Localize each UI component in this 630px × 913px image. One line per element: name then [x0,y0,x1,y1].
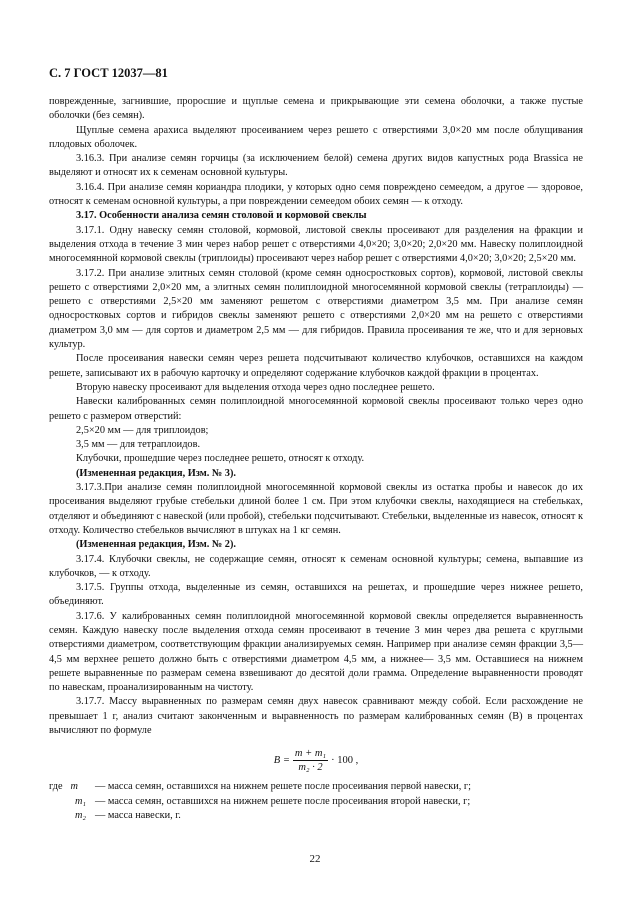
definition-symbol: m [70,781,78,793]
paragraph: 3.17.3.При анализе семян полиплоидной многосемянной кормовой свеклы из остатка пробы и навесок до их просеивания выделяют грубые стебельки длиной более 1 см. При этом клубочки свеклы, находящиеся на стебельках, отделяют и объединяют с навеской (или пробой), стебельки подсчитывают. Стебельки, выделенные из навесок, относят к отходу. Количество стебельков вычисляют в штуках на 1 кг семян. [49,482,583,536]
formula-lhs: B = [273,754,290,766]
page-header: С. 7 ГОСТ 12037—81 [49,66,168,80]
paragraph: Навески калиброванных семян полиплоидной многосемянной кормовой свеклы просеивают только через одно решето с размером отверстий: [49,396,583,422]
paragraph: 3.17.4. Клубочки свеклы, не содержащие семян, относят к семенам основной культуры; семена, выпавшие из клубочков, — к отходу. [49,553,583,579]
formula-fraction [293,747,328,774]
definition-symbol-cell [49,780,95,794]
paragraph: Вторую навеску просеивают для выделения отхода через одно последнее решето. [76,381,435,393]
paragraph: 3.17.2. При анализе элитных семян столовой (кроме семян односростковых сортов), кормовой, листовой свеклы решето с отверстиями 2,0×20 мм, а элитных семян полиплоидной многосемянной кормовой свеклы (тетраплоиды) — решето с отверстиями 2,5×20 мм заменяют решетом с отверстиями диаметром 3,5 мм. При анализе семян односростковых сортов и гибридов свеклы заменяют решето с отверстиями 2,0×20 мм на решето с отверстиями диаметром 3,0 мм — для сортов и диаметром 2,5 мм — для гибридов. Правила просеивания те же, что и для зерновых культур. [49,267,583,351]
paragraph: 3.17. Особенности анализа семян столовой и кормовой свеклы [76,210,367,222]
definition-symbol-cell [49,795,95,809]
definition-symbol: m₁ [75,795,87,807]
paragraph: (Измененная редакция, Изм. № 2). [76,539,236,551]
paragraph: (Измененная редакция, Изм. № 3). [76,467,236,479]
paragraph-list [49,95,583,738]
paragraph: После просеивания навески семян через решета подсчитывают количество клубочков, оставшихся на каждом решете, записывают их в рабочую карточку и определяют содержание клубочков каждой фракции в процентах. [49,353,583,379]
definition-text: — масса семян, оставшихся на нижнем решете после просеивания первой навески, г; [95,781,472,793]
page-number: 22 [309,853,321,865]
paragraph: 3.17.1. Одну навеску семян столовой, кормовой, листовой свеклы просеивают для разделения на фракции и выделения отхода в течение 3 мин через набор решет с отверстиями 4,0×20; 3,0×20; 2,0×20 мм. Навеску полиплоидной многосемянной кормовой свеклы (триплоиды) просеивают через набор решет с отверстиями 4,0×20; 3,0×20; 2,5×20 мм. [49,224,583,265]
paragraph: 3.17.7. Массу выравненных по размерам семян двух навесок сравнивают между собой. Если расхождение не превышает 1 г, анализ считают законченным и выравненность по размерам калиброванных семян (B) в процентах вычисляют по формуле [49,696,583,737]
definition-text: — масса навески, г. [95,809,181,821]
definition-symbol-cell [49,809,95,823]
paragraph: 3.16.3. При анализе семян горчицы (за исключением белой) семена других видов капустных рода Brassica не выделяют и относят их к семенам основной культуры. [49,153,583,179]
formula [49,740,583,780]
paragraph: Щуплые семена арахиса выделяют просеиванием через решето с отверстиями 3,0×20 мм после облущивания плодовых оболочек. [49,124,583,150]
formula-denominator: m₂ · 2 [298,761,323,773]
definition-prefix: где [49,781,63,793]
formula-rest: · 100 , [331,754,359,766]
paragraph: 3,5 мм — для тетраплоидов. [76,439,201,451]
definition-text: — масса семян, оставшихся на нижнем решете после просеивания второй навески, г; [95,795,471,807]
definition-symbol: m₂ [75,809,87,821]
paragraph: 3.17.5. Группы отхода, выделенные из семян, оставшихся на решетах, и прошедшие через нижнее решето, объединяют. [49,582,583,608]
formula-numerator: m + m₁ [294,747,327,759]
definition-row [49,780,583,794]
paragraph: 2,5×20 мм — для триплоидов; [76,424,209,436]
definition-row [49,809,583,823]
variable-definitions [49,780,583,823]
paragraph: 3.16.4. При анализе семян кориандра плодики, у которых одно семя повреждено семеедом, а другое — здоровое, относят к семенам основной культуры, а при повреждении семеедом обоих семян — к отходу. [49,181,583,208]
document-body [49,95,583,823]
definition-row [49,795,583,809]
paragraph: Клубочки, прошедшие через последнее решето, относят к отходу. [76,453,365,465]
paragraph: поврежденные, загнившие, проросшие и щуплые семена и прикрывающие эти семена оболочки, а также пустые оболочки (без семян). [49,96,583,122]
paragraph: 3.17.6. У калиброванных семян полиплоидной многосемянной кормовой свеклы определяется выравненность семян. Каждую навеску после выделения отхода семян просеивают в течение 3 мин через два решета с круглыми отверстиями диаметром, соответствующим фракции анализируемых семян. Например при анализе семян фракции 3,5—4,5 мм верхнее решето должно быть с отверстиями диаметром 4,5 мм, а нижнее— 3,5 мм. Оставшиеся на нижнем решете выравненные по размерам семена взвешивают до десятой доли грамма. Определение выравненности проводят по навескам, проанализированным на чистоту. [49,610,583,694]
